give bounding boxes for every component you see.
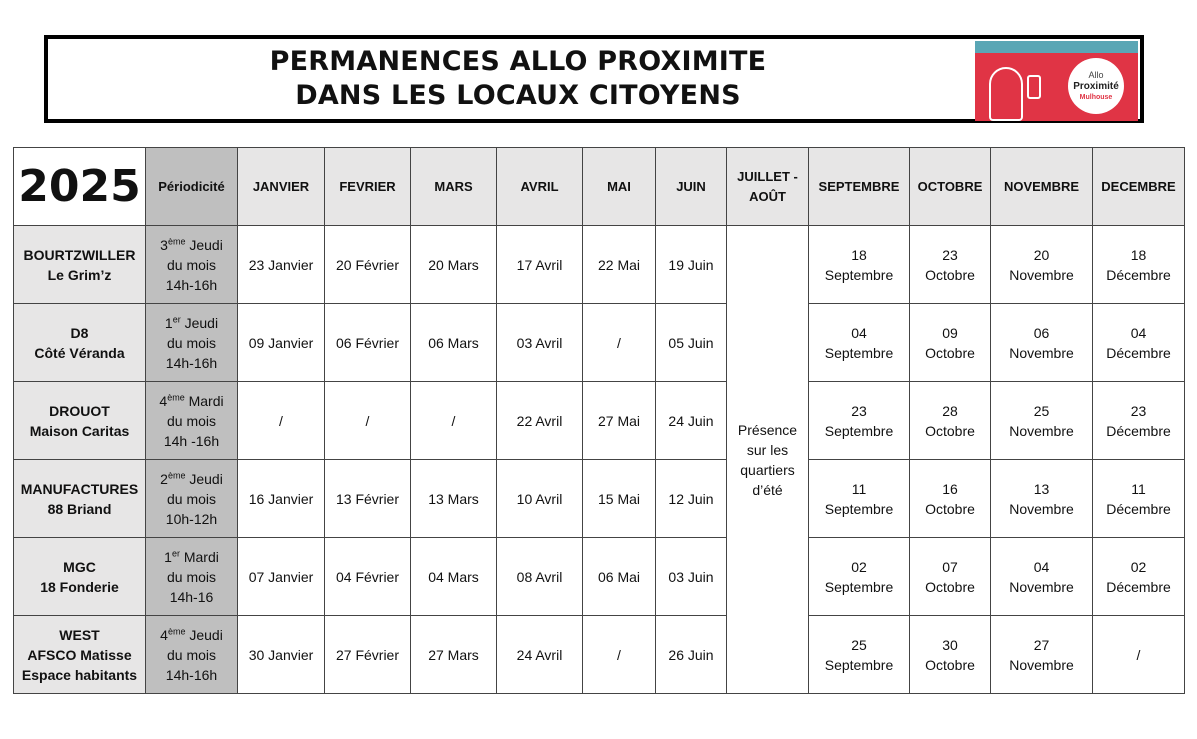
site-name-line: WEST: [59, 626, 100, 643]
date-cell: [809, 382, 910, 460]
periodicity-line: 10h-12h: [165, 510, 218, 527]
periodicity-line: [146, 235, 237, 255]
date-month: Octobre: [925, 656, 975, 673]
date-cell: [809, 460, 910, 538]
date-month: Octobre: [925, 344, 975, 361]
date-day: 18: [851, 246, 867, 263]
date-cell: 04 Mars: [411, 538, 497, 616]
date-month: Décembre: [1106, 578, 1171, 595]
date-cell: [991, 616, 1093, 694]
date-cell: [991, 538, 1093, 616]
date-cell: [1093, 460, 1185, 538]
date-cell: [1093, 538, 1185, 616]
periodicity-line: [146, 625, 237, 645]
date-cell: 13 Février: [325, 460, 411, 538]
date-cell: [910, 538, 991, 616]
weekday: Jeudi: [185, 626, 223, 643]
date-cell: [991, 226, 1093, 304]
month-header: MAI: [583, 148, 656, 226]
date-cell: [1093, 382, 1185, 460]
date-day: 16: [942, 480, 958, 497]
date-cell: [991, 460, 1093, 538]
date-cell: [910, 460, 991, 538]
date-month: Septembre: [824, 578, 894, 595]
table-row: [14, 616, 1185, 694]
date-month: Octobre: [925, 500, 975, 517]
site-name-line: Côté Véranda: [34, 344, 125, 361]
page-title: [48, 39, 988, 119]
periodicity-line: 14h-16h: [165, 354, 218, 371]
ordinal-suffix: er: [172, 313, 181, 324]
date-cell: 27 Février: [325, 616, 411, 694]
date-cell: 08 Avril: [497, 538, 583, 616]
date-day: 02: [1130, 558, 1147, 575]
date-cell: 23 Janvier: [238, 226, 325, 304]
date-month: Septembre: [824, 344, 894, 361]
date-cell: 27 Mars: [411, 616, 497, 694]
date-cell: [809, 538, 910, 616]
site-name-cell: [14, 226, 146, 304]
date-month: Septembre: [824, 422, 894, 439]
date-cell: [1093, 616, 1185, 694]
date-day: 28: [942, 402, 958, 419]
month-header: FEVRIER: [325, 148, 411, 226]
ordinal-suffix: ème: [167, 235, 186, 246]
site-name-line: AFSCO Matisse: [27, 646, 132, 663]
periodicity-line: 14h-16h: [165, 276, 218, 293]
site-name-cell: [14, 460, 146, 538]
date-cell: 15 Mai: [583, 460, 656, 538]
date-cell: [910, 382, 991, 460]
date-month: Novembre: [1009, 656, 1074, 673]
ordinal-number: 1: [164, 548, 172, 565]
periodicity-line: [146, 547, 237, 567]
ordinal-number: 3: [160, 236, 168, 253]
date-cell: 30 Janvier: [238, 616, 325, 694]
weekday: Mardi: [184, 392, 224, 409]
date-cell: [991, 382, 1093, 460]
weekday: Jeudi: [185, 470, 223, 487]
person-icon: [989, 67, 1023, 121]
date-day: 23: [851, 402, 867, 419]
date-cell: 03 Juin: [656, 538, 727, 616]
site-name-line: BOURTZWILLER: [23, 246, 136, 263]
date-day: 20: [1033, 246, 1050, 263]
date-cell: 03 Avril: [497, 304, 583, 382]
periodicity-line: 14h-16h: [165, 666, 218, 683]
date-cell: 05 Juin: [656, 304, 727, 382]
header-row: [14, 148, 1185, 226]
periodicity-line: du mois: [166, 256, 217, 273]
date-month: Septembre: [824, 656, 894, 673]
date-month: Septembre: [824, 266, 894, 283]
date-cell: 13 Mars: [411, 460, 497, 538]
date-month: Octobre: [925, 578, 975, 595]
date-month: Décembre: [1106, 500, 1171, 517]
date-cell: [809, 226, 910, 304]
date-cell: 24 Juin: [656, 382, 727, 460]
date-cell: 26 Juin: [656, 616, 727, 694]
title-line-2: DANS LES LOCAUX CITOYENS: [295, 80, 741, 111]
month-header: DECEMBRE: [1093, 148, 1185, 226]
site-name-line: MANUFACTURES: [20, 480, 139, 497]
logo-band: [975, 41, 1138, 53]
date-cell: /: [583, 304, 656, 382]
date-day: 30: [942, 636, 958, 653]
date-month: Novembre: [1009, 578, 1074, 595]
periodicity-line: du mois: [166, 568, 217, 585]
periodicity-line: du mois: [166, 334, 217, 351]
date-cell: 22 Avril: [497, 382, 583, 460]
date-day: 13: [1033, 480, 1050, 497]
month-header: JANVIER: [238, 148, 325, 226]
date-month: Novembre: [1009, 344, 1074, 361]
date-month: Novembre: [1009, 500, 1074, 517]
table-row: [14, 382, 1185, 460]
ordinal-suffix: ème: [167, 625, 186, 636]
site-name-line: 18 Fonderie: [40, 578, 119, 595]
month-header: MARS: [411, 148, 497, 226]
date-cell: 17 Avril: [497, 226, 583, 304]
ordinal-number: 4: [159, 392, 168, 409]
ordinal-number: 2: [160, 470, 168, 487]
date-cell: 22 Mai: [583, 226, 656, 304]
weekday: Jeudi: [180, 314, 219, 331]
date-cell: [910, 616, 991, 694]
date-day: 09: [942, 324, 958, 341]
month-header: SEPTEMBRE: [809, 148, 910, 226]
date-cell: /: [325, 382, 411, 460]
date-cell: /: [411, 382, 497, 460]
date-day: 06: [1033, 324, 1050, 341]
ordinal-number: 4: [160, 626, 168, 643]
date-day: 04: [1130, 324, 1147, 341]
logo-badge: [1068, 58, 1124, 114]
date-day: 11: [851, 480, 867, 497]
date-day: 27: [1033, 636, 1050, 653]
table-row: [14, 538, 1185, 616]
date-cell: /: [583, 616, 656, 694]
site-name-line: 88 Briand: [47, 500, 112, 517]
periodicity-line: 14h-16: [169, 588, 214, 605]
date-month: Novembre: [1009, 266, 1074, 283]
date-day: 04: [1033, 558, 1050, 575]
allo-proximite-logo: [975, 41, 1138, 121]
periodicity-header: Périodicité: [146, 148, 238, 226]
date-cell: 12 Juin: [656, 460, 727, 538]
site-name-cell: [14, 538, 146, 616]
periodicity-line: [146, 469, 237, 489]
date-month: Décembre: [1106, 422, 1171, 439]
date-day: 23: [1130, 402, 1147, 419]
weekday: Mardi: [179, 548, 219, 565]
date-cell: 20 Février: [325, 226, 411, 304]
site-name-line: D8: [70, 324, 89, 341]
date-month: Octobre: [925, 422, 975, 439]
periodicity-cell: [146, 382, 238, 460]
date-cell: [809, 616, 910, 694]
date-day: 11: [1131, 480, 1146, 497]
periodicity-line: [146, 391, 237, 411]
ordinal-suffix: ème: [167, 469, 186, 480]
schedule-table: [13, 147, 1185, 694]
periodicity-line: du mois: [166, 646, 217, 663]
date-month: Septembre: [824, 500, 894, 517]
header-banner: [44, 35, 1144, 123]
phone-icon: [1027, 75, 1041, 99]
table-row: [14, 304, 1185, 382]
date-day: 04: [851, 324, 867, 341]
date-cell: 27 Mai: [583, 382, 656, 460]
date-month: Décembre: [1106, 266, 1171, 283]
month-header: OCTOBRE: [910, 148, 991, 226]
ordinal-suffix: er: [171, 547, 180, 558]
weekday: Jeudi: [185, 236, 223, 253]
site-name-cell: [14, 382, 146, 460]
date-cell: 19 Juin: [656, 226, 727, 304]
date-cell: 10 Avril: [497, 460, 583, 538]
site-name-line: MGC: [63, 558, 96, 575]
summer-note-cell: Présence sur les quartiers d’été: [727, 226, 809, 694]
date-cell: [809, 304, 910, 382]
date-day: 23: [942, 246, 958, 263]
date-month: Octobre: [925, 266, 975, 283]
month-header: JUIN: [656, 148, 727, 226]
summer-header: JUILLET - AOÛT: [727, 148, 809, 226]
ordinal-number: 1: [164, 314, 173, 331]
title-line-1: PERMANENCES ALLO PROXIMITE: [269, 46, 767, 77]
logo-text-2: Proximité: [1073, 80, 1119, 92]
date-cell: 16 Janvier: [238, 460, 325, 538]
periodicity-cell: [146, 304, 238, 382]
logo-text-3: Mulhouse: [1079, 93, 1113, 101]
periodicity-line: [146, 313, 237, 333]
date-cell: /: [238, 382, 325, 460]
date-day: 18: [1130, 246, 1147, 263]
site-name-cell: [14, 304, 146, 382]
date-cell: [1093, 226, 1185, 304]
site-name-cell: [14, 616, 146, 694]
date-cell: [910, 226, 991, 304]
periodicity-cell: [146, 538, 238, 616]
date-cell: 24 Avril: [497, 616, 583, 694]
date-day: 02: [851, 558, 867, 575]
periodicity-cell: [146, 226, 238, 304]
periodicity-cell: [146, 460, 238, 538]
date-day: 07: [942, 558, 958, 575]
date-cell: [910, 304, 991, 382]
date-cell: 06 Mars: [411, 304, 497, 382]
periodicity-line: du mois: [166, 412, 217, 429]
site-name-line: Espace habitants: [21, 666, 138, 683]
month-header: NOVEMBRE: [991, 148, 1093, 226]
date-month: Novembre: [1009, 422, 1074, 439]
logo-text-1: Allo: [1088, 69, 1104, 80]
date-cell: [1093, 304, 1185, 382]
ordinal-suffix: ème: [167, 391, 185, 402]
year-cell: 2025: [14, 148, 146, 226]
month-header: AVRIL: [497, 148, 583, 226]
date-cell: 04 Février: [325, 538, 411, 616]
date-cell: 06 Février: [325, 304, 411, 382]
date-cell: 07 Janvier: [238, 538, 325, 616]
periodicity-cell: [146, 616, 238, 694]
date-month: Décembre: [1106, 344, 1171, 361]
table-row: [14, 460, 1185, 538]
periodicity-line: 14h -16h: [163, 432, 220, 449]
site-name-line: Le Grim’z: [47, 266, 112, 283]
date-cell: 06 Mai: [583, 538, 656, 616]
date-day: 25: [1033, 402, 1050, 419]
periodicity-line: du mois: [166, 490, 217, 507]
date-cell: [991, 304, 1093, 382]
date-cell: 20 Mars: [411, 226, 497, 304]
site-name-line: DROUOT: [49, 402, 110, 419]
date-cell: 09 Janvier: [238, 304, 325, 382]
date-month: /: [1136, 646, 1141, 663]
table-row: [14, 226, 1185, 304]
date-day: 25: [851, 636, 867, 653]
site-name-line: Maison Caritas: [29, 422, 130, 439]
